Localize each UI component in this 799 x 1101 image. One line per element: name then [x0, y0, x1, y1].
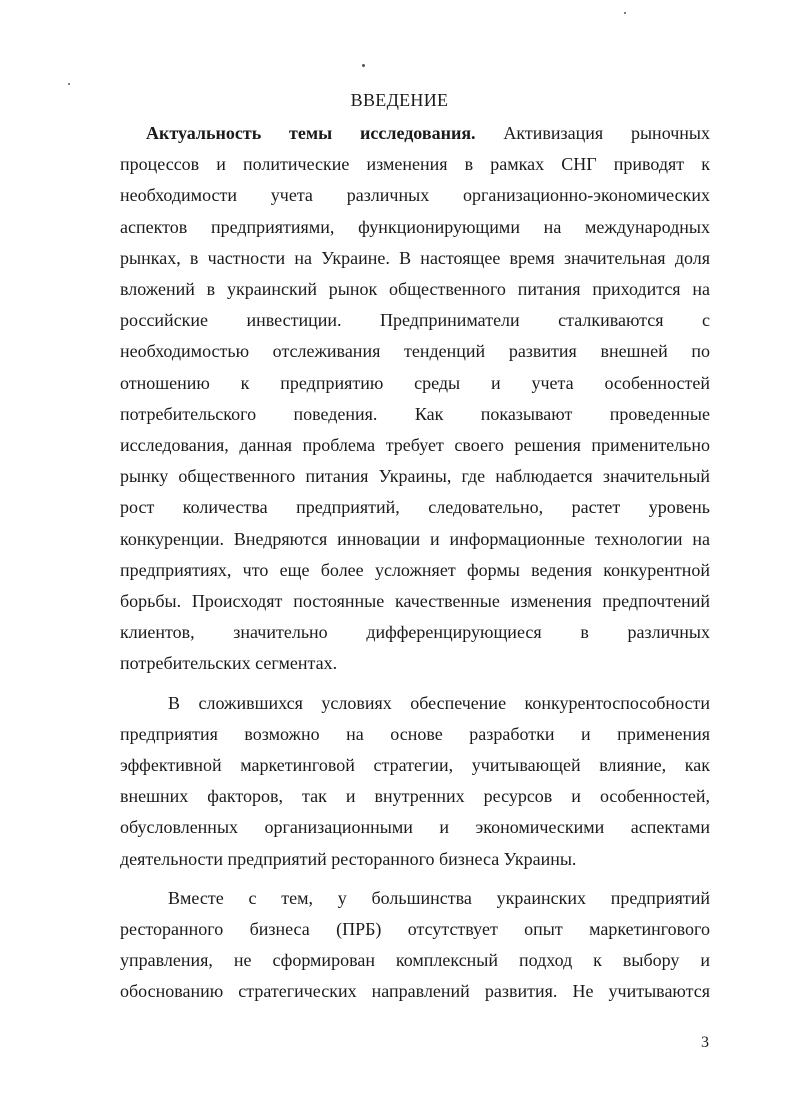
- text-line: рост количества предприятий, следовательно, растет уровень: [120, 497, 710, 518]
- text-line: деятельности предприятий ресторанного бизнеса Украины.: [120, 848, 577, 869]
- scan-speck: [362, 64, 365, 67]
- text-line: борьбы. Происходят постоянные качественные изменения предпочтений: [120, 591, 710, 612]
- text-line: исследования, данная проблема требует своего решения применительно: [120, 435, 710, 456]
- text-line: эффективной маркетинговой стратегии, учитывающей влияние, как: [120, 755, 710, 776]
- text-line: Вместе с тем, у большинства украинских предприятий: [168, 887, 710, 908]
- text-line: вложений в украинский рынок общественного питания приходится на: [120, 279, 710, 300]
- text-line: необходимости учета различных организационно-экономических: [120, 185, 710, 206]
- text-line: клиентов, значительно дифференцирующиеся в различных: [120, 622, 710, 643]
- text-line: потребительских сегментах.: [120, 653, 338, 674]
- text-line: обусловленных организационными и экономическими аспектами: [120, 817, 710, 838]
- text-line: рынках, в частности на Украине. В настоящее время значительная доля: [120, 247, 710, 268]
- text-line: конкуренции. Внедряются инновации и информационные технологии на: [120, 528, 710, 549]
- lead-phrase: Актуальность темы исследования.: [146, 123, 476, 143]
- text-line: управления, не сформирован комплексный подход к выбору и: [120, 950, 710, 971]
- body-text: [120, 118, 710, 1008]
- paragraph-1: [120, 118, 710, 680]
- scan-speck: [624, 12, 626, 14]
- text-line: предприятия возможно на основе разработки и применения: [120, 723, 710, 744]
- page-number: 3: [701, 1034, 709, 1051]
- paragraph-2: [120, 688, 710, 875]
- paragraph-3: [120, 883, 710, 1008]
- text-line: В сложившихся условиях обеспечение конкурентоспособности: [168, 692, 710, 713]
- text-line: процессов и политические изменения в рамках СНГ приводят к: [120, 154, 710, 175]
- text-line: аспектов предприятиями, функционирующими на международных: [120, 216, 710, 237]
- section-title: ВВЕДЕНИЕ: [350, 90, 449, 110]
- scan-speck: [68, 83, 70, 85]
- text-line: необходимостью отслеживания тенденций развития внешней по: [120, 341, 710, 362]
- text-line: российские инвестиции. Предприниматели сталкиваются с: [120, 310, 710, 331]
- text-line: ресторанного бизнеса (ПРБ) отсутствует опыт маркетингового: [120, 919, 710, 940]
- text-line: отношению к предприятию среды и учета особенностей: [120, 372, 710, 393]
- text-line: Актуальность темы исследования. Активизация рыночных: [146, 123, 711, 143]
- text-line: предприятиях, что еще более усложняет формы ведения конкурентной: [120, 559, 710, 580]
- text-line: внешних факторов, так и внутренних ресурсов и особенностей,: [120, 786, 710, 807]
- text-line: потребительского поведения. Как показывают проведенные: [120, 403, 710, 424]
- text-line: рынку общественного питания Украины, где наблюдается значительный: [120, 466, 710, 487]
- text-line: обоснованию стратегических направлений развития. Не учитываются: [120, 981, 710, 1002]
